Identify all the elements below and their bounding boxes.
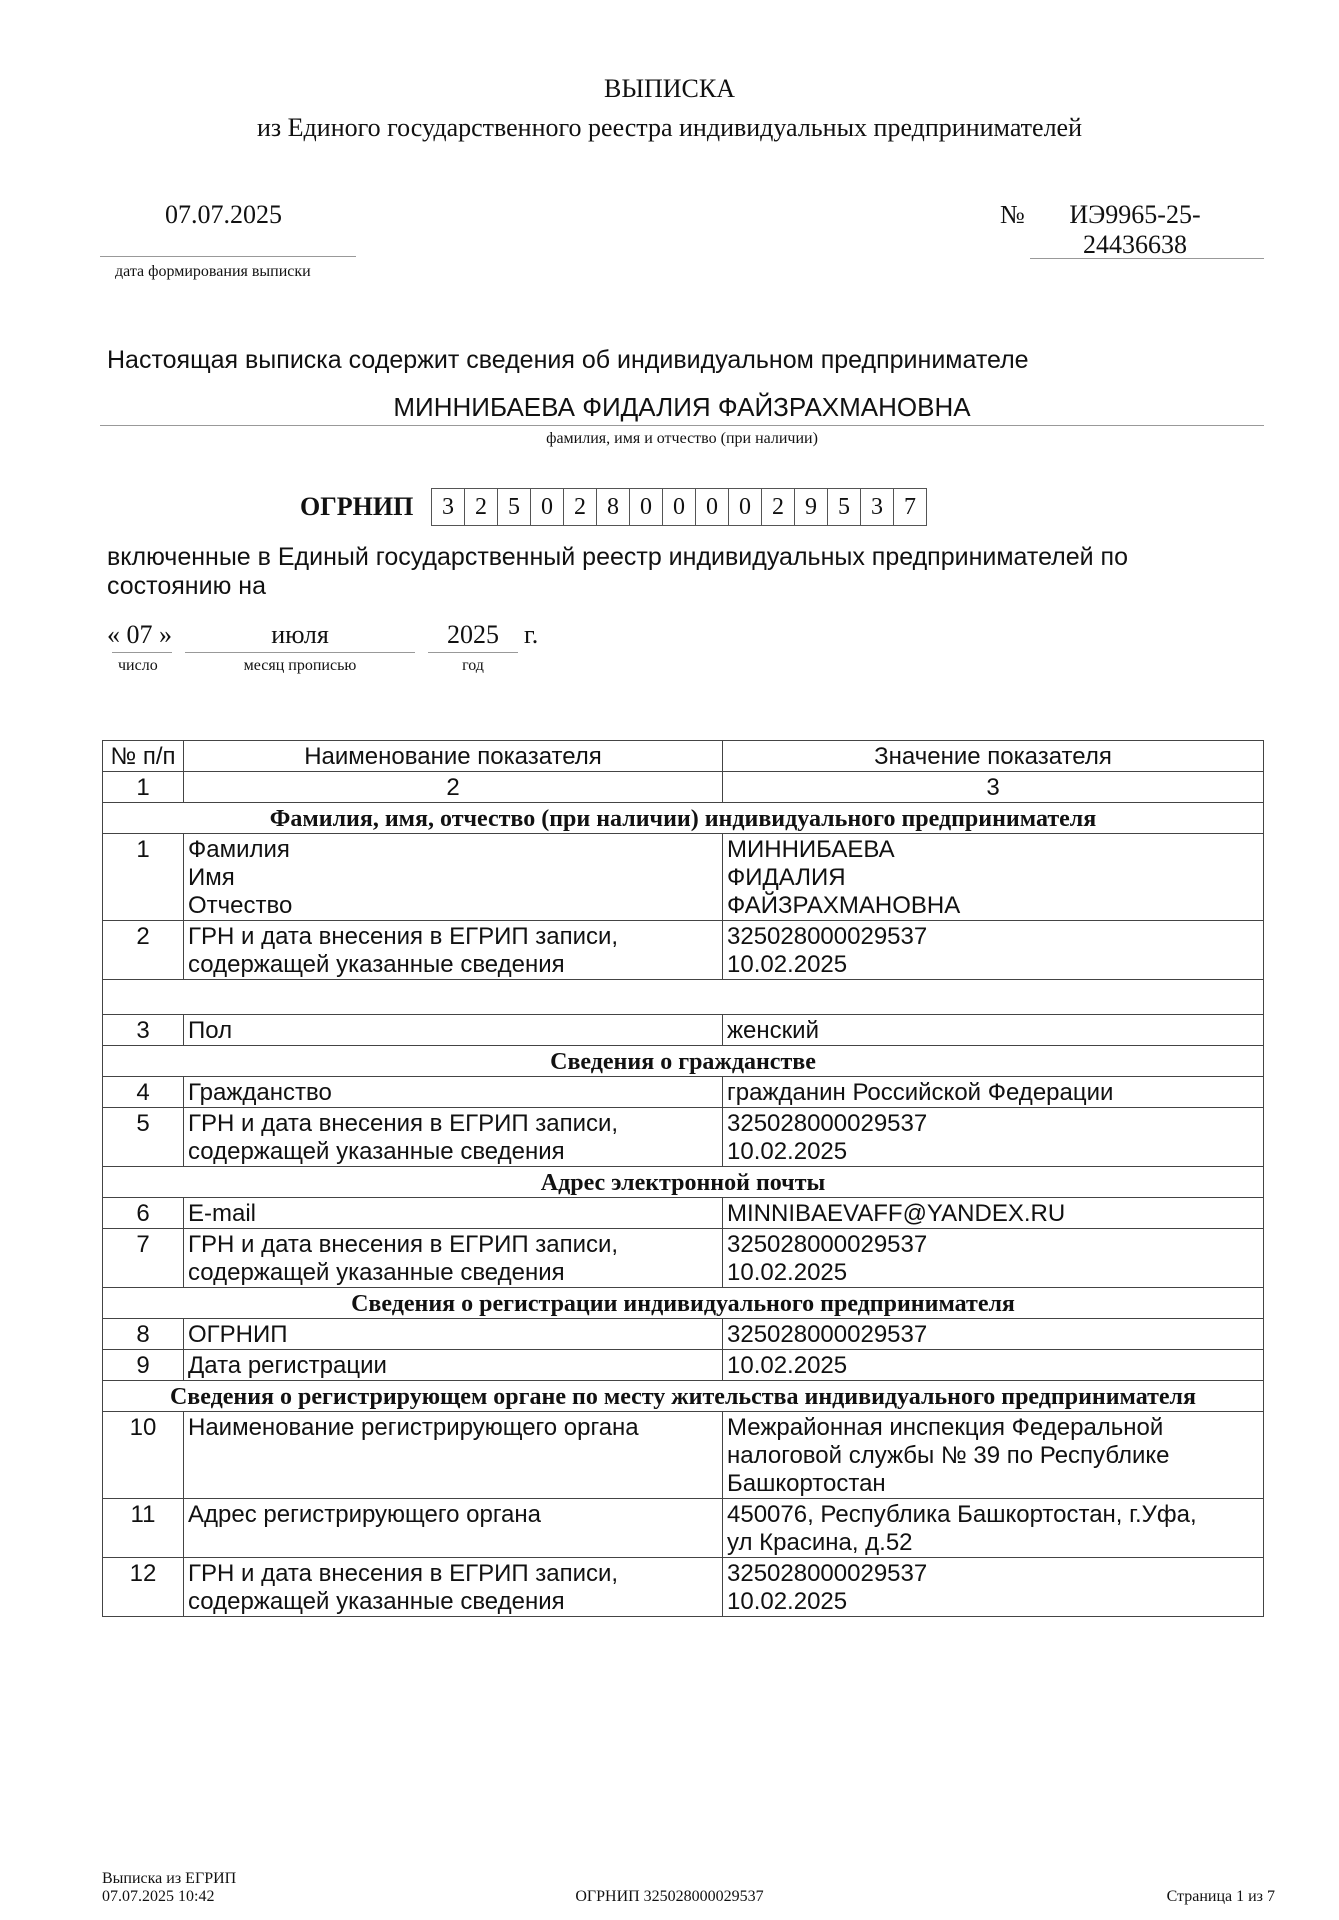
value-line: 10.02.2025 — [727, 1259, 848, 1286]
number-sign: № — [1000, 200, 1025, 229]
state-month: июля — [271, 620, 329, 649]
table-row — [103, 1198, 1264, 1229]
section-row — [103, 1288, 1264, 1319]
value-line: ФИДАЛИЯ — [727, 864, 846, 891]
name-line: содержащей указанные сведения — [188, 1588, 565, 1615]
ogrnip-digit: 5 — [497, 488, 531, 526]
state-month-underline — [185, 652, 415, 653]
table-row — [103, 921, 1264, 980]
header-number: № п/п — [103, 741, 184, 772]
registry-table — [102, 740, 1264, 1617]
name-line: Отчество — [188, 892, 293, 919]
ogrnip-digit: 3 — [431, 488, 465, 526]
row-number: 7 — [103, 1229, 184, 1288]
section-row — [103, 1381, 1264, 1412]
row-name: Пол — [184, 1015, 723, 1046]
document-subtitle: из Единого государственного реестра индивидуальных предпринимателей — [256, 113, 1083, 142]
ogrnip-digit-boxes — [432, 488, 927, 526]
ogrnip-label: ОГРНИП — [300, 492, 414, 521]
row-name: Гражданство — [184, 1077, 723, 1108]
ogrnip-digit: 7 — [893, 488, 927, 526]
table-row — [103, 1319, 1264, 1350]
section-row — [103, 803, 1264, 834]
ogrnip-digit: 2 — [761, 488, 795, 526]
row-name: Наименование регистрирующего органа — [184, 1412, 723, 1499]
name-line: ГРН и дата внесения в ЕГРИП записи, — [188, 1110, 619, 1137]
date-caption: дата формирования выписки — [115, 263, 311, 280]
table-row — [103, 1077, 1264, 1108]
value-line: 325028000029537 — [727, 923, 928, 950]
table-row — [103, 834, 1264, 921]
row-number: 12 — [103, 1558, 184, 1617]
name-line: содержащей указанные сведения — [188, 951, 565, 978]
value-line: 325028000029537 — [727, 1231, 928, 1258]
ogrnip-digit: 8 — [596, 488, 630, 526]
table-header-row — [103, 741, 1264, 772]
row-number: 2 — [103, 921, 184, 980]
row-value — [723, 1499, 1264, 1558]
ogrnip-digit: 0 — [629, 488, 663, 526]
section-row — [103, 1046, 1264, 1077]
document-title: ВЫПИСКА — [603, 74, 736, 103]
row-value — [723, 1412, 1264, 1499]
table-row — [103, 1350, 1264, 1381]
fio-caption: фамилия, имя и отчество (при наличии) — [546, 430, 818, 447]
row-value — [723, 921, 1264, 980]
ogrnip-digit: 0 — [695, 488, 729, 526]
row-value — [723, 1229, 1264, 1288]
fio-underline — [100, 425, 1264, 426]
name-line: ГРН и дата внесения в ЕГРИП записи, — [188, 1560, 619, 1587]
row-number: 6 — [103, 1198, 184, 1229]
ogrnip-digit: 0 — [662, 488, 696, 526]
state-day: « 07 » — [107, 620, 172, 649]
footer-doc-name: Выписка из ЕГРИП — [102, 1870, 237, 1887]
section-row — [103, 1167, 1264, 1198]
row-value — [723, 834, 1264, 921]
included-text: включенные в Единый государственный реестр индивидуальных предпринимателей по состоянию на — [107, 543, 1128, 600]
value-line: 450076, Республика Башкортостан, г.Уфа, — [727, 1501, 1197, 1528]
column-number: 2 — [184, 772, 723, 803]
ogrnip-digit: 5 — [827, 488, 861, 526]
row-name: E-mail — [184, 1198, 723, 1229]
year-caption: год — [462, 657, 484, 674]
name-line: Имя — [188, 864, 235, 891]
day-caption: число — [118, 657, 158, 674]
formation-date: 07.07.2025 — [165, 200, 282, 229]
section-heading-citizenship: Сведения о гражданстве — [103, 1046, 1264, 1077]
empty-row — [103, 980, 1264, 1015]
section-heading-registration: Сведения о регистрации индивидуального предпринимателя — [103, 1288, 1264, 1319]
row-name — [184, 1229, 723, 1288]
section-heading-email: Адрес электронной почты — [103, 1167, 1264, 1198]
column-number: 3 — [723, 772, 1264, 803]
date-underline — [100, 256, 356, 257]
table-row — [103, 1108, 1264, 1167]
row-number: 3 — [103, 1015, 184, 1046]
entrepreneur-fio: МИННИБАЕВА ФИДАЛИЯ ФАЙЗРАХМАНОВНА — [393, 392, 971, 422]
table-row — [103, 1229, 1264, 1288]
table-row — [103, 1558, 1264, 1617]
ogrnip-digit: 2 — [464, 488, 498, 526]
row-name — [184, 1558, 723, 1617]
name-line: ГРН и дата внесения в ЕГРИП записи, — [188, 1231, 619, 1258]
header-indicator-value: Значение показателя — [723, 741, 1264, 772]
row-value: MINNIBAEVAFF@YANDEX.RU — [723, 1198, 1264, 1229]
value-line: 325028000029537 — [727, 1560, 928, 1587]
empty-cell — [103, 980, 1264, 1015]
state-year-underline — [428, 652, 518, 653]
value-line: 10.02.2025 — [727, 1138, 848, 1165]
ogrnip-digit: 0 — [530, 488, 564, 526]
row-value — [723, 1558, 1264, 1617]
table-row — [103, 1412, 1264, 1499]
row-name: ОГРНИП — [184, 1319, 723, 1350]
row-value: женский — [723, 1015, 1264, 1046]
table-row — [103, 1015, 1264, 1046]
state-year: 2025 — [447, 620, 499, 649]
header-indicator-name: Наименование показателя — [184, 741, 723, 772]
row-number: 1 — [103, 834, 184, 921]
value-line: Межрайонная инспекция Федеральной — [727, 1414, 1164, 1441]
footer-page-number: Страница 1 из 7 — [1166, 1888, 1275, 1905]
row-value: гражданин Российской Федерации — [723, 1077, 1264, 1108]
intro-text: Настоящая выписка содержит сведения об индивидуальном предпринимателе — [107, 346, 1029, 374]
value-line: МИННИБАЕВА — [727, 836, 895, 863]
name-line: ГРН и дата внесения в ЕГРИП записи, — [188, 923, 619, 950]
row-number: 8 — [103, 1319, 184, 1350]
value-line: Башкортостан — [727, 1470, 886, 1497]
ogrnip-digit: 3 — [860, 488, 894, 526]
ogrnip-digit: 9 — [794, 488, 828, 526]
number-underline — [1030, 258, 1264, 259]
state-year-suffix: г. — [524, 620, 539, 649]
table-row — [103, 1499, 1264, 1558]
section-heading-fio: Фамилия, имя, отчество (при наличии) индивидуального предпринимателя — [103, 803, 1264, 834]
name-line: Фамилия — [188, 836, 290, 863]
row-value: 325028000029537 — [723, 1319, 1264, 1350]
column-numbers-row — [103, 772, 1264, 803]
ogrnip-digit: 2 — [563, 488, 597, 526]
column-number: 1 — [103, 772, 184, 803]
extract-number: ИЭ9965-25-24436638 — [1069, 200, 1201, 259]
row-number: 4 — [103, 1077, 184, 1108]
row-name: Адрес регистрирующего органа — [184, 1499, 723, 1558]
row-name: Дата регистрации — [184, 1350, 723, 1381]
row-number: 10 — [103, 1412, 184, 1499]
section-heading-registering-authority: Сведения о регистрирующем органе по месту жительства индивидуального предпринимателя — [103, 1381, 1264, 1412]
row-value: 10.02.2025 — [723, 1350, 1264, 1381]
month-caption: месяц прописью — [243, 657, 357, 674]
row-number: 5 — [103, 1108, 184, 1167]
footer-timestamp: 07.07.2025 10:42 — [102, 1888, 215, 1905]
row-number: 11 — [103, 1499, 184, 1558]
footer-ogrnip: ОГРНИП 325028000029537 — [575, 1888, 764, 1905]
value-line: ФАЙЗРАХМАНОВНА — [727, 892, 961, 919]
row-name — [184, 834, 723, 921]
value-line: 325028000029537 — [727, 1110, 928, 1137]
value-line: 10.02.2025 — [727, 951, 848, 978]
row-name — [184, 1108, 723, 1167]
value-line: 10.02.2025 — [727, 1588, 848, 1615]
value-line: налоговой службы № 39 по Республике — [727, 1442, 1170, 1469]
name-line: содержащей указанные сведения — [188, 1259, 565, 1286]
row-name — [184, 921, 723, 980]
row-number: 9 — [103, 1350, 184, 1381]
ogrnip-digit: 0 — [728, 488, 762, 526]
value-line: ул Красина, д.52 — [727, 1529, 913, 1556]
state-day-underline — [112, 652, 172, 653]
name-line: содержащей указанные сведения — [188, 1138, 565, 1165]
row-value — [723, 1108, 1264, 1167]
